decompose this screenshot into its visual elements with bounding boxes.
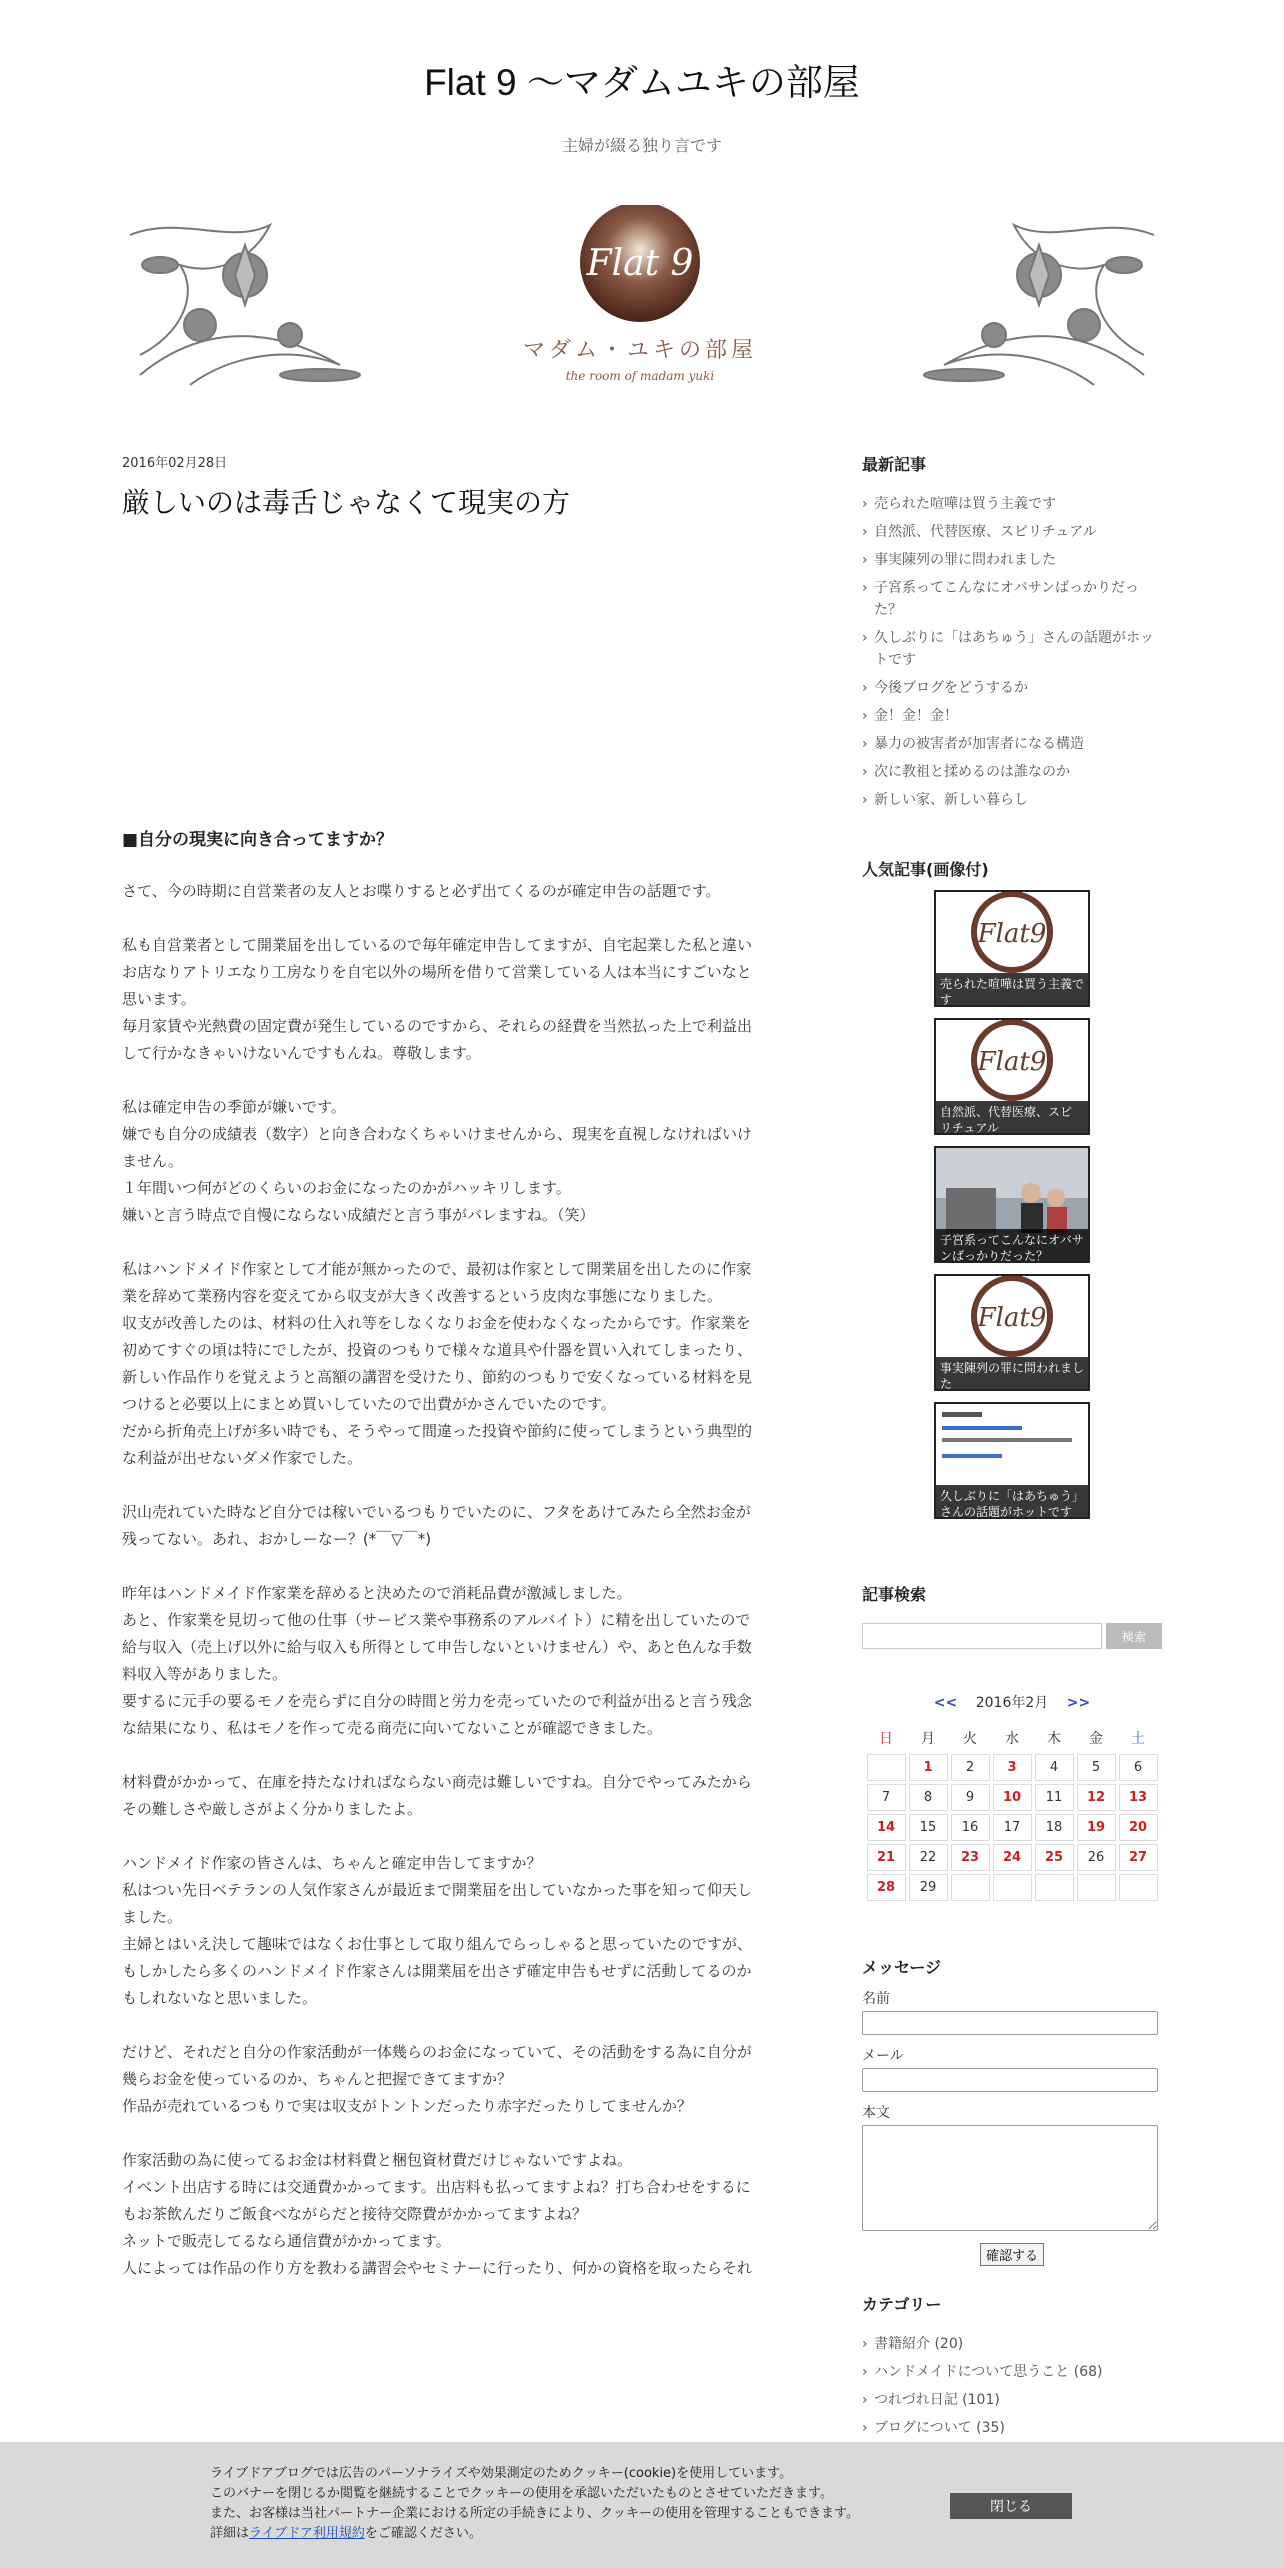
search-button[interactable]: 検索 [1106,1623,1162,1649]
post-line: ハンドメイド作家の皆さんは、ちゃんと確定申告してますか？ [122,1854,542,1872]
post-line: もしかしたら多くのハンドメイド作家さんは開業届を出さず確定申告もせずに活動してるのか [122,1962,752,1980]
category-title: カテゴリー [862,2295,942,2314]
calendar-day: 22 [909,1844,948,1871]
post-line: 嫌いと言う時点で自慢にならない成績だと言う事がバレますね。（笑） [122,1206,595,1224]
category-link[interactable]: › つれづれ日記 (101) [862,2389,1162,2411]
post-line: 私はつい先日ベテランの人気作家さんが最近まで開業届を出していなかった事を知って仰天し [122,1881,753,1899]
calendar-day [867,1754,906,1781]
post-line: 幾らお金を使っているのか、ちゃんと把握できてますか？ [122,2070,513,2088]
post-line: 思います。 [122,990,196,1008]
post-line: 業を辞めて業務内容を変えてから収支が大きく改善するという皮肉な事態になりました。 [122,1287,723,1305]
post-line: な利益が出せないダメ作家でした。 [122,1449,363,1467]
calendar-day: 4 [1035,1754,1074,1781]
post-paragraph [122,1850,797,2012]
calendar-day[interactable]: 27 [1119,1844,1158,1871]
post-line: 嫌でも自分の成績表（数字）と向き合わなくちゃいけませんから、現実を直視しなければいけ [122,1125,753,1143]
popular-post-caption: 久しぶりに「はあちゅう」さんの話題がホットです [936,1485,1088,1517]
recent-posts [862,452,1162,817]
post-paragraph [122,2147,797,2282]
post-line: 作品が売れているつもりで実は収支がトントンだったり赤字だったりしてませんか？ [122,2097,692,2115]
post-line: 要するに元手の要るモノを売らずに自分の時間と労力を売っていたので利益が出ると言う残念 [122,1692,752,1710]
calendar-day[interactable]: 20 [1119,1814,1158,1841]
popular-post-caption: 自然派、代替医療、スピリチュアル [936,1101,1088,1133]
calendar-day [1119,1874,1158,1901]
calendar-day[interactable]: 28 [867,1874,906,1901]
popular-post-caption: 子宮系ってこんなにオバサンばっかりだった？ [936,1229,1088,1261]
post-date: 2016年02月28日 [122,456,228,471]
popular-post-caption: 事実陳列の罪に問われました [936,1357,1088,1389]
category-link[interactable]: › ブログについて (35) [862,2417,1162,2439]
popular-post-card[interactable] [934,1018,1090,1135]
floral-ornament-right [924,225,1154,385]
cookie-line: このバナーを閉じるか閲覧を継続することでクッキーの使用を承認いただいたものとさせていただきます。 [210,2486,833,2501]
calendar-day: 26 [1077,1844,1116,1871]
post-line: もしれないなと思いました。 [122,1989,318,2007]
post-line: だから折角売上げが多い時でも、そうやって間違った投資や節約に使ってしまうという典型的 [122,1422,753,1440]
calendar-weekday: 日 [879,1731,893,1747]
svg-text:the room of madam yuki: the room of madam yuki [565,369,715,383]
confirm-button[interactable]: 確認する [980,2243,1044,2266]
calendar-day[interactable]: 25 [1035,1844,1074,1871]
category-link[interactable]: › ハンドメイドについて思うこと (68) [862,2361,1162,2383]
cookie-text [210,2464,859,2544]
svg-text:Flat9: Flat9 [977,1047,1047,1077]
body-textarea[interactable] [862,2125,1158,2231]
post-line: 人によっては作品の作り方を教わる講習会やセミナーに行ったり、何かの資格を取ったらそれ [122,2259,753,2277]
calendar-month: 2016年2月 [975,1695,1049,1711]
search-input[interactable] [862,1623,1102,1649]
post-line: あと、作家業を見切って他の仕事（サービス業や事務系のアルバイト）に精を出していたので [122,1611,751,1629]
recent-post-link[interactable]: › 自然派、代替医療、スピリチュアル [862,521,1162,543]
post-line: だけど、それだと自分の作家活動が一体幾らのお金になっていて、その活動をする為に自分が [122,2043,752,2061]
post-paragraph [122,1769,797,1823]
post-paragraph [122,1256,797,1472]
recent-post-link[interactable]: › 暴力の被害者が加害者になる構造 [862,733,1162,755]
recent-post-link[interactable]: › 次に教祖と揉めるのは誰なのか [862,761,1162,783]
popular-post-card[interactable] [934,1274,1090,1391]
calendar-day[interactable]: 21 [867,1844,906,1871]
calendar-day[interactable]: 1 [909,1754,948,1781]
recent-post-link[interactable]: › 今後ブログをどうするか [862,677,1162,699]
post-line: 収支が改善したのは、材料の仕入れ等をしなくなりお金を使わなくなったからです。作家業を [122,1314,751,1332]
post-paragraph [122,1094,797,1229]
terms-link[interactable]: ライブドア利用規約 [249,2526,365,2541]
post-line: ネットで販売してるなら通信費がかかってます。 [122,2232,451,2250]
post-line: 昨年はハンドメイド作家業を辞めると決めたので消耗品費が激減しました。 [122,1584,632,1602]
site-title[interactable]: Flat 9 〜マダムユキの部屋 [424,62,860,103]
calendar-day[interactable]: 3 [993,1754,1032,1781]
post-line: その難しさや厳しさがよく分かりましたよ。 [122,1800,423,1818]
svg-text:Flat9: Flat9 [977,919,1047,949]
floral-ornament-left [130,225,360,385]
post-line: 毎月家賃や光熱費の固定費が発生しているのですから、それらの経費を当然払った上で利益出 [122,1017,753,1035]
recent-post-link[interactable]: › 金！金！金！ [862,705,1162,727]
calendar [862,1692,1162,1904]
post-paragraph [122,932,797,1067]
post-heading: ■自分の現実に向き合ってますか？ [122,830,394,850]
recent-post-link[interactable]: › 売られた喧嘩は買う主義です [862,493,1162,515]
post-line: 主婦とはいえ決して趣味ではなくお仕事として取り組んでらっしゃると思っていたのですが、 [122,1935,753,1953]
calendar-weekday: 土 [1131,1731,1145,1747]
post-line: 新しい作品作りを覚えようと高額の講習を受けたり、節約のつもりで安くなっている材料を見 [122,1368,753,1386]
post-line: イベント出店する時には交通費かかってます。出店料も払ってますよね？打ち合わせをするに [122,2178,751,2196]
post-line: 材料費がかかって、在庫を持たなければならない商売は難しいですね。自分でやってみたから [122,1773,752,1791]
post-line: して行かなきゃいけないんですもんね。尊敬します。 [122,1044,481,1062]
calendar-day [1035,1874,1074,1901]
calendar-day: 16 [951,1814,990,1841]
post-line: 料収入等がありました。 [122,1665,288,1683]
mail-field[interactable] [862,2068,1158,2092]
calendar-day[interactable]: 10 [993,1784,1032,1811]
recent-post-link[interactable]: › 事実陳列の罪に問われました [862,549,1162,571]
post-line: 私も自営業者として開業届を出しているので毎年確定申告してますが、自宅起業した私と違い [122,936,753,954]
post-line: １年間いつ何がどのくらいのお金になったのかがハッキリします。 [122,1179,571,1197]
popular-posts [862,857,1162,1530]
post-line: お店なりアトリエなり工房なりを自宅以外の場所を借りて営業している人は本当にすごいなと [122,963,752,981]
calendar-day [951,1874,990,1901]
cookie-line: ライブドアブログでは広告のパーソナライズや効果測定のためクッキー(cookie)を使用しています。 [210,2466,793,2481]
cookie-close-button[interactable]: 閉じる [950,2493,1072,2519]
recent-posts-title: 最新記事 [862,455,927,474]
calendar-table [864,1722,1161,1904]
popular-post-card[interactable] [934,1146,1090,1263]
svg-text:Flat9: Flat9 [977,1303,1047,1333]
category-link[interactable]: › 書籍紹介 (20) [862,2333,1162,2355]
recent-post-link[interactable]: › 子宮系ってこんなにオバサンばっかりだった？ [862,577,1162,621]
post-paragraph [122,2039,797,2120]
main-content [122,452,797,2277]
calendar-day [1077,1874,1116,1901]
calendar-day[interactable]: 19 [1077,1814,1116,1841]
calendar-weekday: 水 [1005,1731,1019,1747]
body-label: 本文 [862,2105,890,2121]
svg-text:Flat 9: Flat 9 [586,243,694,284]
recent-post-link[interactable]: › 新しい家、新しい暮らし [862,789,1162,811]
post-line: 残ってない。あれ、おかしーなー？(*￣▽￣*) [122,1530,432,1548]
calendar-day: 8 [909,1784,948,1811]
calendar-next-link[interactable]: >> [1066,1695,1091,1711]
flat9-logo [523,205,757,383]
calendar-day[interactable]: 12 [1077,1784,1116,1811]
post-line: 私はハンドメイド作家として才能が無かったので、最初は作家として開業届を出したのに作家 [122,1260,752,1278]
post-line: 沢山売れていた時など自分では稼いでいるつもりでいたのに、フタをあけてみたら全然お金が [122,1503,751,1521]
post-line: 給与収入（売上げ以外に給与収入も所得として申告しないといけません）や、あと色んな手数 [122,1638,752,1656]
cookie-banner [0,2442,1284,2568]
cookie-line: また、お客様は当社パートナー企業における所定の手続きにより、クッキーの使用を管理することもできます。 [210,2506,859,2521]
post-body [122,827,797,2309]
post-line: な結果になり、私はモノを作って売る商売に向いてないことが確認できました。 [122,1719,662,1737]
post-line: 私は確定申告の季節が嫌いです。 [122,1098,346,1116]
calendar-day: 2 [951,1754,990,1781]
calendar-day: 5 [1077,1754,1116,1781]
site-description: 主婦が綴る独り言です [561,136,722,155]
post-line: つけると必要以上にまとめ買いしていたので出費がかさんでいたのです。 [122,1395,616,1413]
calendar-weekday: 火 [963,1731,977,1747]
post-line: ません。 [122,1152,183,1170]
message-title: メッセージ [862,1958,942,1977]
post-line: もお茶飲んだりご飯食べながらだと接待交際費がかかってますよね？ [122,2205,588,2223]
calendar-day: 6 [1119,1754,1158,1781]
categories [862,2292,1162,2445]
calendar-day[interactable]: 13 [1119,1784,1158,1811]
cookie-line: 詳細はライブドア利用規約をご確認ください。 [210,2526,482,2541]
calendar-day[interactable]: 24 [993,1844,1032,1871]
article-search [862,1582,1162,1649]
post-paragraph [122,878,797,905]
calendar-day: 18 [1035,1814,1074,1841]
calendar-day: 17 [993,1814,1032,1841]
post-line: さて、今の時期に自営業者の友人とお喋りすると必ず出てくるのが確定申告の話題です。 [122,882,721,900]
popular-posts-title: 人気記事(画像付) [862,860,989,879]
svg-text:マダム・ユキの部屋: マダム・ユキの部屋 [522,338,758,363]
calendar-weekday: 木 [1047,1731,1061,1747]
post-line: ました。 [122,1908,183,1926]
message-form [862,1955,1162,2266]
calendar-day: 7 [867,1784,906,1811]
popular-post-card[interactable] [934,890,1090,1007]
popular-post-card[interactable] [934,1402,1090,1519]
calendar-day: 11 [1035,1784,1074,1811]
calendar-weekday: 月 [921,1731,935,1747]
calendar-weekday: 金 [1089,1731,1103,1747]
post-line: 作家活動の為に使ってるお金は材料費と梱包資材費だけじゃないですよね。 [122,2151,633,2169]
post-paragraph [122,1580,797,1742]
calendar-day: 29 [909,1874,948,1901]
header-banner[interactable] [120,205,1164,395]
calendar-day: 9 [951,1784,990,1811]
calendar-day[interactable]: 23 [951,1844,990,1871]
mail-label: メール [862,2048,904,2064]
post-line: 初めてすぐの頃は特にでしたが、投資のつもりで様々な道具や什器を買い入れてしまったり、 [122,1341,753,1359]
calendar-day[interactable]: 14 [867,1814,906,1841]
recent-post-link[interactable]: › 久しぶりに「はあちゅう」さんの話題がホットです [862,627,1162,671]
calendar-prev-link[interactable]: << [933,1695,958,1711]
name-label: 名前 [862,1991,890,2007]
calendar-day [993,1874,1032,1901]
popular-post-caption: 売られた喧嘩は買う主義です [936,973,1088,1005]
search-title: 記事検索 [862,1585,927,1604]
name-field[interactable] [862,2011,1158,2035]
calendar-day: 15 [909,1814,948,1841]
post-title[interactable]: 厳しいのは毒舌じゃなくて現実の方 [122,486,571,519]
post-paragraph [122,1499,797,1553]
